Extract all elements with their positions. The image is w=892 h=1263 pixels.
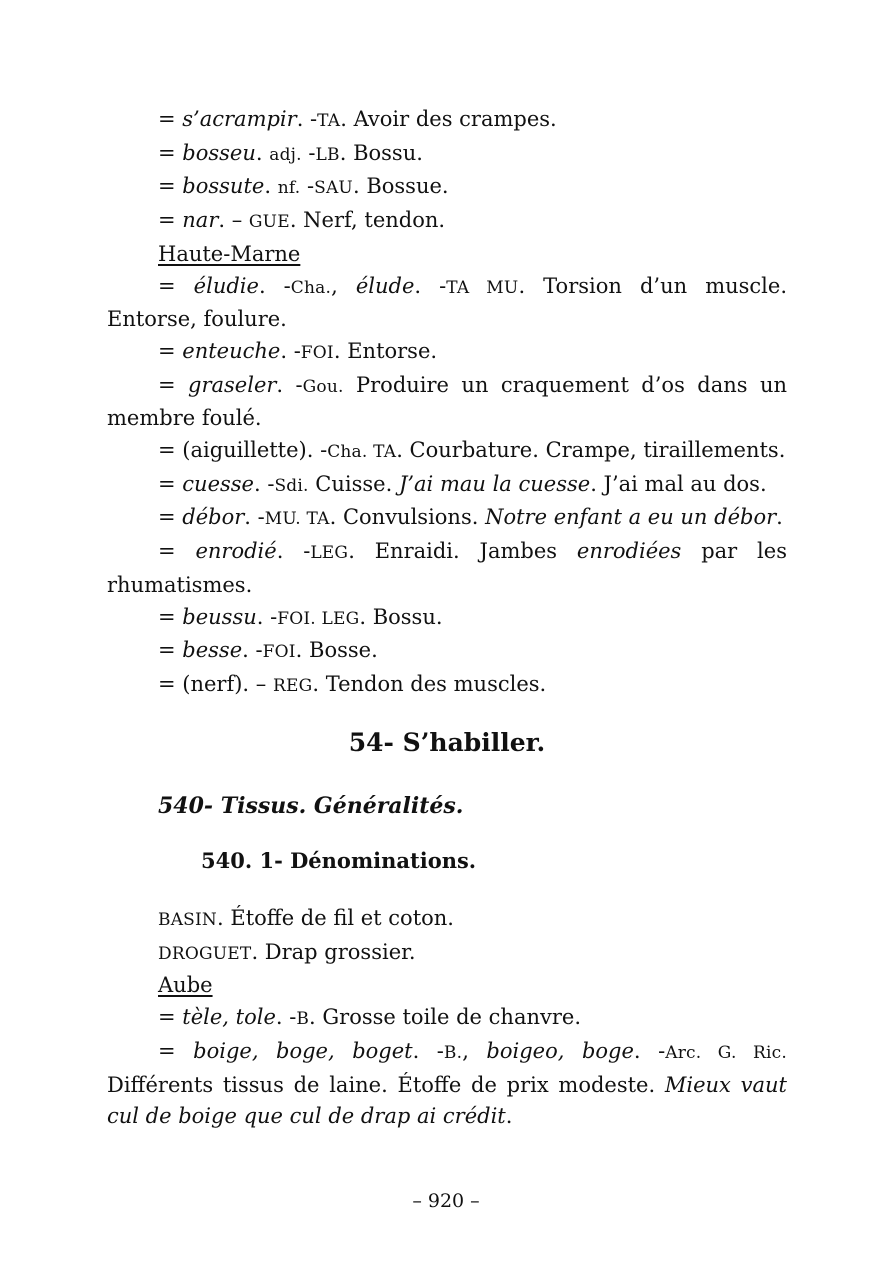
entry-text: Cha.	[290, 277, 332, 298]
entry-text: . –	[218, 208, 249, 233]
entry-text: . Courbature. Crampe, tiraillements.	[396, 438, 786, 463]
entry-text: graseler	[175, 372, 277, 397]
entries-block-upper	[107, 104, 787, 703]
entry-text: Cha. TA	[327, 442, 397, 463]
entry-text: . -	[412, 1038, 444, 1063]
entry-text: . -	[258, 273, 291, 298]
entry-text: . -	[256, 604, 278, 629]
entry-text: Cuisse.	[308, 471, 399, 496]
entry-text: FOI	[262, 642, 296, 663]
entry-text: . Étoffe de fil et coton.	[217, 906, 454, 930]
section-heading: 540- Tissus. Généralités.	[158, 793, 464, 819]
entry-text: . -	[242, 638, 263, 663]
entry-text: . Bossu.	[339, 140, 423, 165]
entry-text: BASIN	[158, 910, 218, 930]
entry-text: . Avoir des crampes.	[340, 107, 557, 131]
entry-paragraph	[107, 239, 787, 271]
entry-text: =	[158, 372, 176, 397]
entry-text: =	[158, 505, 176, 530]
entry-text: =	[158, 471, 176, 496]
page-body-lower	[107, 903, 787, 1133]
entries-block-lower	[107, 903, 787, 1133]
entry-text: bosseu	[175, 140, 256, 165]
entry-text: s’acrampir	[175, 107, 297, 131]
entry-paragraph	[107, 1002, 787, 1036]
entry-text: Différents tissus de laine. Étoffe de prix modeste.	[107, 1072, 665, 1097]
subsection-heading: 540. 1- Dénominations.	[201, 848, 477, 873]
entry-text: enteuche	[175, 338, 281, 363]
entry-text: .	[255, 140, 270, 165]
entry-text: . J’ai mal au dos.	[590, 471, 767, 496]
entry-text: =	[158, 1038, 176, 1063]
entry-text: LEG	[310, 543, 349, 564]
entry-paragraph	[107, 602, 787, 636]
entry-text: Haute-Marne	[158, 241, 301, 266]
entry-text: FOI. LEG	[277, 608, 360, 629]
entry-text: beussu	[175, 604, 257, 629]
entry-text: =	[158, 273, 176, 298]
entry-text: TA	[317, 111, 341, 131]
entry-paragraph	[107, 502, 787, 536]
entry-text: . -	[276, 539, 311, 564]
entry-text: boigeo, boge	[486, 1038, 634, 1063]
entry-paragraph	[107, 536, 787, 601]
entry-text: . Bossue.	[352, 174, 449, 199]
entry-text: . Drap grossier.	[251, 939, 416, 964]
entry-text: =	[158, 604, 176, 629]
entry-text: =	[158, 338, 176, 363]
entry-paragraph	[107, 635, 787, 669]
entry-text: DROGUET	[158, 943, 252, 964]
entry-text: ,	[331, 273, 356, 298]
entry-text: Aube	[158, 973, 213, 998]
entry-text: Notre enfant a eu un débor	[485, 505, 777, 530]
entry-text: . Bosse.	[295, 638, 378, 663]
entry-text: LB	[315, 144, 340, 165]
entry-text: -	[301, 140, 316, 165]
entry-text: B	[296, 1009, 310, 1030]
entry-text: par les rhumatismes.	[107, 539, 787, 597]
entry-paragraph	[107, 435, 787, 469]
entry-text: . Tendon des muscles.	[312, 671, 547, 696]
entry-text: boige, boge, boget	[175, 1038, 413, 1063]
entry-paragraph	[107, 903, 787, 937]
entry-text: -	[300, 174, 315, 199]
entry-text: FOI	[300, 342, 334, 363]
entry-text: enrodié	[175, 539, 277, 564]
entry-text: . -	[276, 372, 303, 397]
entry-text: Mieux vaut cul de boige que cul de drap ai crédit	[107, 1072, 787, 1129]
entry-text: . Bossu.	[359, 604, 443, 629]
entry-text: =	[158, 1005, 176, 1030]
entry-text: éludie	[175, 273, 259, 298]
entry-text: Sdi.	[274, 475, 309, 496]
entry-paragraph	[107, 1036, 787, 1133]
entry-text: =	[158, 140, 176, 165]
entry-paragraph	[107, 171, 787, 205]
entry-paragraph	[107, 205, 787, 239]
entry-text: tèle, tole	[175, 1005, 276, 1030]
entry-text: SAU	[314, 178, 353, 199]
entry-text: adj.	[269, 144, 302, 165]
entry-text: MU. TA	[264, 509, 330, 530]
entry-paragraph	[107, 104, 787, 138]
entry-text: nar	[175, 208, 219, 233]
entry-paragraph	[107, 469, 787, 503]
entry-text: enrodiées	[576, 539, 682, 564]
entry-text: nf.	[277, 178, 301, 199]
entry-text: . Torsion d’un muscle. Entorse, foulure.	[107, 273, 787, 332]
entry-text: .	[505, 1104, 513, 1129]
entry-text: = (aiguillette). -	[158, 438, 328, 463]
entry-text: = (nerf). –	[158, 671, 273, 696]
entry-paragraph	[107, 271, 787, 336]
entry-text: . Nerf, tendon.	[289, 208, 446, 233]
entry-text: . -	[253, 471, 275, 496]
entry-text: .	[264, 174, 278, 199]
entry-text: . -	[275, 1005, 297, 1030]
entry-text: Arc. G. Ric.	[665, 1042, 788, 1063]
entry-text: .	[776, 505, 783, 530]
entry-text: . -	[280, 338, 301, 363]
entry-text: . Enraidi. Jambes	[348, 539, 577, 564]
chapter-heading: 54- S’habiller.	[348, 728, 546, 757]
entry-text: =	[158, 638, 176, 663]
page-number: – 920 –	[412, 1190, 480, 1212]
entry-text: B.	[443, 1042, 463, 1063]
entry-paragraph	[107, 138, 787, 172]
entry-paragraph	[107, 336, 787, 370]
entry-text: débor	[175, 505, 245, 530]
entry-text: =	[158, 208, 176, 233]
entry-text: élude	[355, 273, 415, 298]
entry-text: . -	[296, 107, 318, 131]
entry-text: Gou.	[302, 376, 344, 397]
entry-text: Produire un craquement d’os dans un membre foulé.	[107, 372, 787, 431]
entry-text: bossute	[175, 174, 265, 199]
entry-text: . Convulsions.	[329, 505, 486, 530]
entry-paragraph	[107, 370, 787, 435]
entry-paragraph	[107, 669, 787, 703]
entry-text: . -	[244, 505, 265, 530]
entry-text: REG	[272, 675, 313, 696]
entry-text: TA MU	[446, 277, 519, 298]
entry-text: =	[158, 107, 176, 131]
entry-paragraph	[107, 970, 787, 1002]
page-body	[107, 104, 787, 703]
entry-text: ,	[462, 1038, 487, 1063]
entry-text: besse	[175, 638, 243, 663]
entry-text: J’ai mau la cuesse	[398, 471, 591, 496]
entry-text: cuesse	[175, 471, 254, 496]
entry-text: . -	[633, 1038, 666, 1063]
entry-paragraph	[107, 937, 787, 971]
entry-text: GUE	[248, 212, 290, 233]
entry-text: . -	[414, 273, 447, 298]
entry-text: . Grosse toile de chanvre.	[309, 1005, 581, 1030]
entry-text: =	[158, 174, 176, 199]
entry-text: . Entorse.	[333, 338, 438, 363]
entry-text: =	[158, 539, 176, 564]
